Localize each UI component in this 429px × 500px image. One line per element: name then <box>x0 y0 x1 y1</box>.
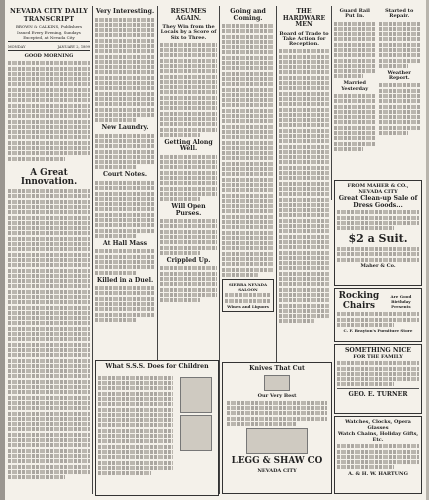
lead-headline: A Great Innovation. <box>20 167 78 187</box>
hartung-name: A. & H. W. HARTUNG <box>348 470 408 477</box>
column-rule <box>219 6 220 494</box>
saloon-ad-sub: Wines and Liquors <box>227 303 269 309</box>
dateline-left: MONDAY <box>8 45 26 49</box>
headline-hardware-men: THE HARDWARE MEN <box>282 8 326 28</box>
turner-name: GEO. E. TURNER <box>348 391 408 399</box>
masthead-issued: Issued Every Evening, Sundays Excepted, at Nevada City <box>8 30 90 42</box>
rocking-chairs-ad <box>334 288 422 342</box>
watches-ad <box>334 416 422 494</box>
headline-resumes-again: RESUMES AGAIN. <box>170 8 207 22</box>
rocking-head: Rocking Chairs <box>338 291 380 311</box>
knives-ad-head: Knives That Cut <box>249 365 305 372</box>
sss-advertisement <box>95 360 219 496</box>
headline-guard-rail: Guard Rail Put In. <box>339 8 370 20</box>
saloon-ad-title: SIERRA NEVADA SALOON <box>228 281 268 292</box>
nice-sub: FOR THE FAMILY <box>353 354 403 360</box>
headline-weather: Weather Report. <box>387 69 411 82</box>
headline-very-interesting: Very Interesting. <box>95 8 155 15</box>
column-3 <box>160 6 217 356</box>
nice-head: SOMETHING NICE <box>344 347 412 354</box>
headline-open-purses: Will Open Purses. <box>171 203 206 217</box>
brayton-store: C. F. Brayton's Furniture Store <box>343 328 413 334</box>
maher-ad <box>334 180 422 286</box>
column-5 <box>279 6 329 356</box>
sierra-nevada-saloon-ad <box>222 279 274 312</box>
scan-edge-left <box>0 0 5 500</box>
lead-story-text <box>8 189 90 479</box>
knife-image <box>264 375 290 391</box>
right-advertisements <box>334 178 422 494</box>
maher-sub: Great Clean-up Sale of Dress Goods... <box>338 195 418 209</box>
maher-signature: Maher & Co. <box>360 263 396 270</box>
headline-getting-along: Getting Along Well. <box>164 138 213 153</box>
column-rule <box>92 6 93 494</box>
column-rule <box>331 6 332 200</box>
knives-advertisement <box>222 362 332 494</box>
child-portrait-image <box>180 415 212 451</box>
suit-price: $2 a Suit. <box>348 232 408 246</box>
headline-new-laundry: New Laundry. <box>101 124 149 132</box>
column-1 <box>8 6 90 494</box>
knives-ad-sub: Our Very Best <box>257 392 297 399</box>
watches-head: Watches, Clocks, Opera Glasses <box>345 419 411 431</box>
masthead-title: NEVADA CITY DAILY TRANSCRIPT <box>9 7 88 23</box>
headline-hall-mass: At Hall Mass <box>102 239 148 247</box>
subhead-board-trade: Board of Trade to Take Action for Reception. <box>279 30 329 47</box>
legg-shaw-name: LEGG & SHAW CO <box>231 455 323 466</box>
story-head: GOOD MORNING <box>24 53 74 59</box>
headline-crippled-up: Crippled Up. <box>166 256 211 264</box>
rocking-sub: Are Good Birthday Presents <box>390 293 412 309</box>
headline-court-notes: Court Notes. <box>102 171 148 179</box>
body-text <box>8 61 90 160</box>
headline-married: Married Yesterday <box>341 80 369 92</box>
masthead-publishers: BROWN & CALKINS, Publishers <box>15 24 83 29</box>
dateline <box>8 44 90 51</box>
dateline-right: JANUARY 2, 1899 <box>57 45 90 49</box>
headline-started-repair: Started to Repair. <box>385 8 414 20</box>
column-6 <box>334 6 420 176</box>
something-nice-ad <box>334 344 422 414</box>
maher-head: FROM MAHER & CO., NEVADA CITY <box>347 183 409 195</box>
sss-ad-head: What S.S.S. Does for Children <box>105 363 209 370</box>
subhead-win-locals: They Win from the Locals by a Score of Six to Three. <box>160 24 217 41</box>
child-portrait-image <box>180 377 212 413</box>
knives-illustration <box>246 428 308 454</box>
headline-going-coming: Going and Coming. <box>230 8 266 22</box>
headline-killed-duel: Killed in a Duel. <box>96 276 154 284</box>
legg-shaw-city: NEVADA CITY <box>257 468 297 475</box>
watches-sub: Watch Chains, Holiday Gifts, Etc. <box>337 431 419 443</box>
